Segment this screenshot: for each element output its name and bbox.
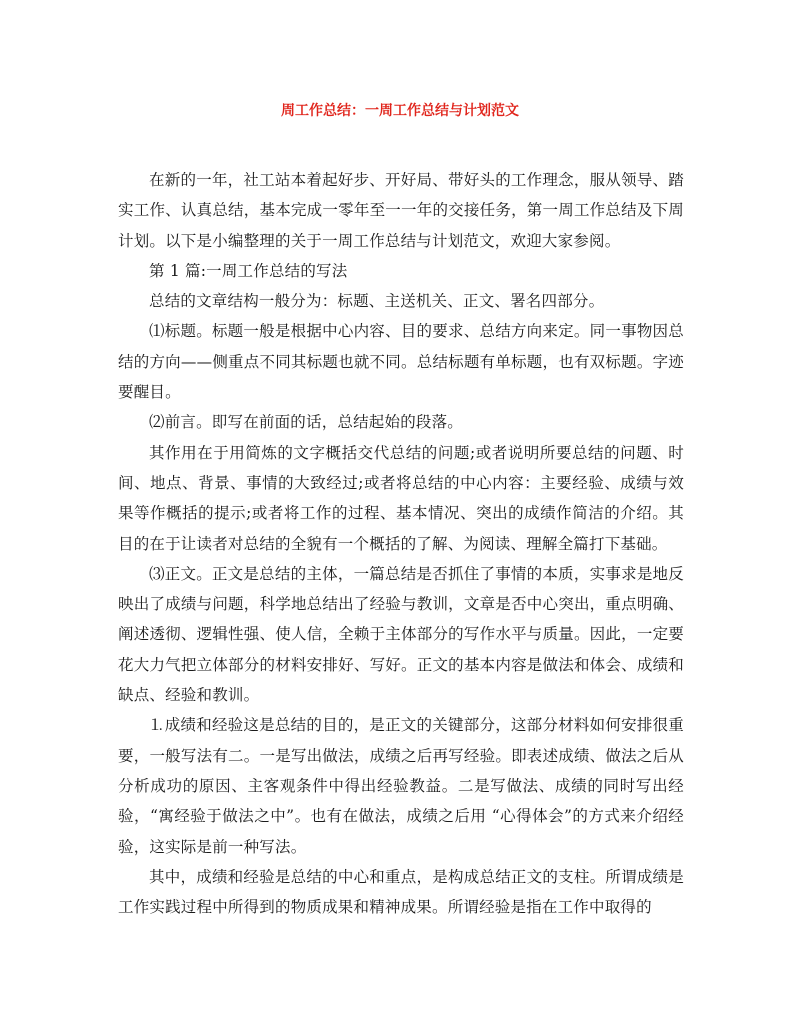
paragraph-preface-purpose: 其作用在于用简炼的文字概括交代总结的问题;或者说明所要总结的问题、时间、地点、背景、事情的大致经过;或者将总结的中心内容：主要经验、成绩与效果等作概括的提示;或者将工作的过程、基本情况、突出的成绩作简洁的介绍。其目的在于让读者对总结的全貌有一个概括的了解、为阅读、理解全篇打下基础。 bbox=[118, 443, 684, 553]
paragraph-achievements: ⒈成绩和经验这是总结的目的，是正文的关键部分，这部分材料如何安排很重要，一般写法有二。一是写出做法，成绩之后再写经验。即表述成绩、做法之后从分析成功的原因、主客观条件中得出经验教益。二是写做法、成绩的同时写出经验，“寓经验于做法之中”。也有在做法，成绩之后用 “心得体会”的方式来介绍经验，这实际是前一种写法。 bbox=[118, 716, 684, 856]
document-body bbox=[118, 165, 684, 922]
paragraph-structure: 总结的文章结构一般分为：标题、主送机关、正文、署名四部分。 bbox=[149, 292, 605, 311]
paragraph-core: 其中，成绩和经验是总结的中心和重点，是构成总结正文的支柱。所谓成绩是工作实践过程中所得到的物质成果和精神成果。所谓经验是指在工作中取得的 bbox=[118, 867, 684, 917]
document-title: 周工作总结：一周工作总结与计划范文 bbox=[281, 103, 519, 119]
section-heading: 第 1 篇:一周工作总结的写法 bbox=[149, 261, 348, 280]
paragraph-preface: ⑵前言。即写在前面的话，总结起始的段落。 bbox=[149, 413, 464, 432]
paragraph-main-text: ⑶正文。正文是总结的主体，一篇总结是否抓住了事情的本质，实事求是地反映出了成绩与问题，科学地总结出了经验与教训，文章是否中心突出，重点明确、阐述透彻、逻辑性强、使人信，全赖于主体部分的写作水平与质量。因此，一定要花大力气把立体部分的材料安排好、写好。正文的基本内容是做法和体会、成绩和缺点、经验和教训。 bbox=[118, 564, 684, 705]
paragraph-title-section: ⑴标题。标题一般是根据中心内容、目的要求、总结方向来定。同一事物因总结的方向——侧重点不同其标题也就不同。总结标题有单标题，也有双标题。字迹要醒目。 bbox=[118, 322, 684, 402]
paragraph-intro: 在新的一年，社工站本着起好步、开好局、带好头的工作理念，服从领导、踏实工作、认真总结，基本完成一零年至一一年的交接任务，第一周工作总结及下周计划。以下是小编整理的关于一周工作总结与计划范文，欢迎大家参阅。 bbox=[118, 171, 684, 250]
